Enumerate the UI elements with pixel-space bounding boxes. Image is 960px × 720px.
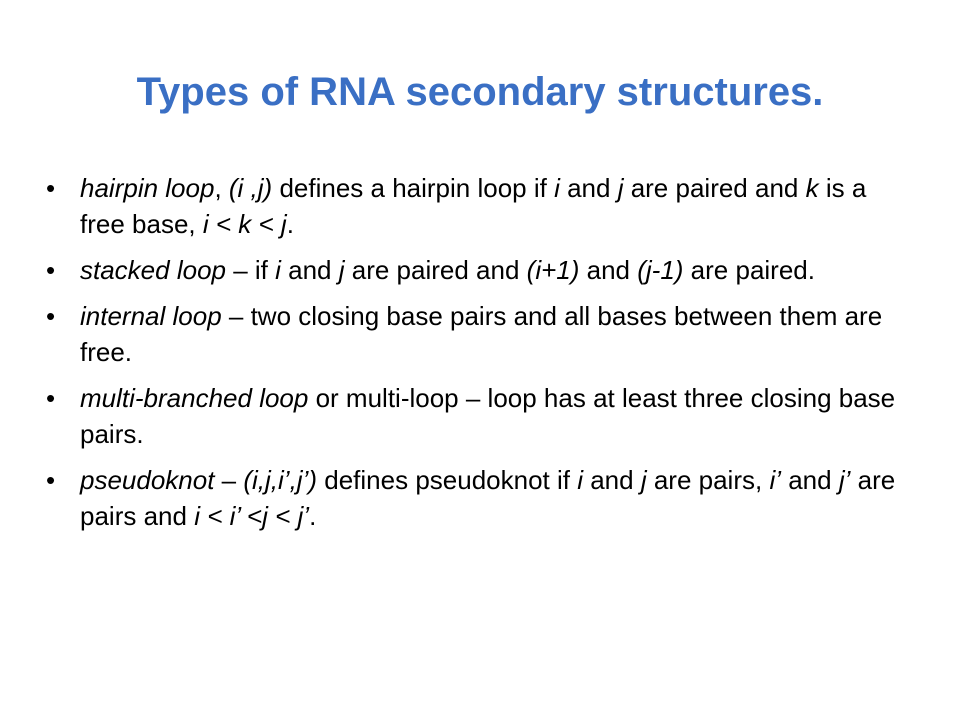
- bullet-text: ,: [214, 173, 229, 203]
- italic-term: j: [617, 173, 624, 203]
- bullet-text: defines a hairpin loop if: [272, 173, 555, 203]
- italic-term: j’: [838, 465, 851, 495]
- italic-term: multi-branched loop: [80, 383, 309, 413]
- italic-term: (j-1): [637, 255, 684, 285]
- bullet-marker: •: [46, 301, 56, 331]
- bullet-item: [46, 380, 906, 452]
- bullet-text: defines pseudoknot if: [317, 465, 578, 495]
- bullet-item: [46, 298, 906, 370]
- bullet-text: and: [579, 255, 638, 285]
- bullet-text: – two closing base pairs and all bases between them are free.: [80, 301, 883, 367]
- italic-term: stacked loop: [80, 255, 226, 285]
- bullet-text: and: [559, 173, 618, 203]
- italic-term: k: [805, 173, 819, 203]
- italic-term: i < i’ <j < j’: [194, 501, 310, 531]
- italic-term: j: [338, 255, 345, 285]
- italic-term: internal loop: [80, 301, 222, 331]
- bullet-text: are pairs,: [646, 465, 770, 495]
- italic-term: i: [554, 173, 560, 203]
- bullet-text: are pairs and: [80, 465, 896, 531]
- bullet-text: .: [309, 501, 317, 531]
- italic-term: (i+1): [526, 255, 580, 285]
- bullet-marker: •: [46, 255, 56, 285]
- italic-term: i < k < j: [202, 209, 287, 239]
- bullet-item: [46, 252, 906, 288]
- bullet-marker: •: [46, 465, 56, 495]
- bullet-text: are paired and: [623, 173, 806, 203]
- bullet-item: [46, 462, 906, 534]
- italic-term: pseudoknot: [80, 465, 215, 495]
- italic-term: (i,j,i’,j’): [243, 465, 318, 495]
- bullet-marker: •: [46, 173, 56, 203]
- bullet-item: [46, 170, 906, 242]
- italic-term: i: [577, 465, 583, 495]
- bullet-text: .: [286, 209, 294, 239]
- bullet-text: – if: [225, 255, 276, 285]
- bullet-text: and: [583, 465, 641, 495]
- bullet-text: are paired.: [683, 255, 815, 285]
- bullet-text: is a free base,: [80, 173, 867, 239]
- bullet-text: or multi-loop – loop has at least three closing base pairs.: [80, 383, 896, 449]
- italic-term: hairpin loop: [80, 173, 215, 203]
- bullet-text: and: [280, 255, 339, 285]
- italic-term: i’: [769, 465, 781, 495]
- slide-title: Types of RNA secondary structures.: [136, 70, 824, 114]
- bullet-marker: •: [46, 383, 56, 413]
- bullet-text: –: [214, 465, 244, 495]
- bullet-text: are paired and: [344, 255, 527, 285]
- bullet-list: [46, 170, 906, 544]
- italic-term: (i ,j): [228, 173, 273, 203]
- italic-term: i: [275, 255, 281, 285]
- bullet-text: and: [781, 465, 839, 495]
- italic-term: j: [640, 465, 647, 495]
